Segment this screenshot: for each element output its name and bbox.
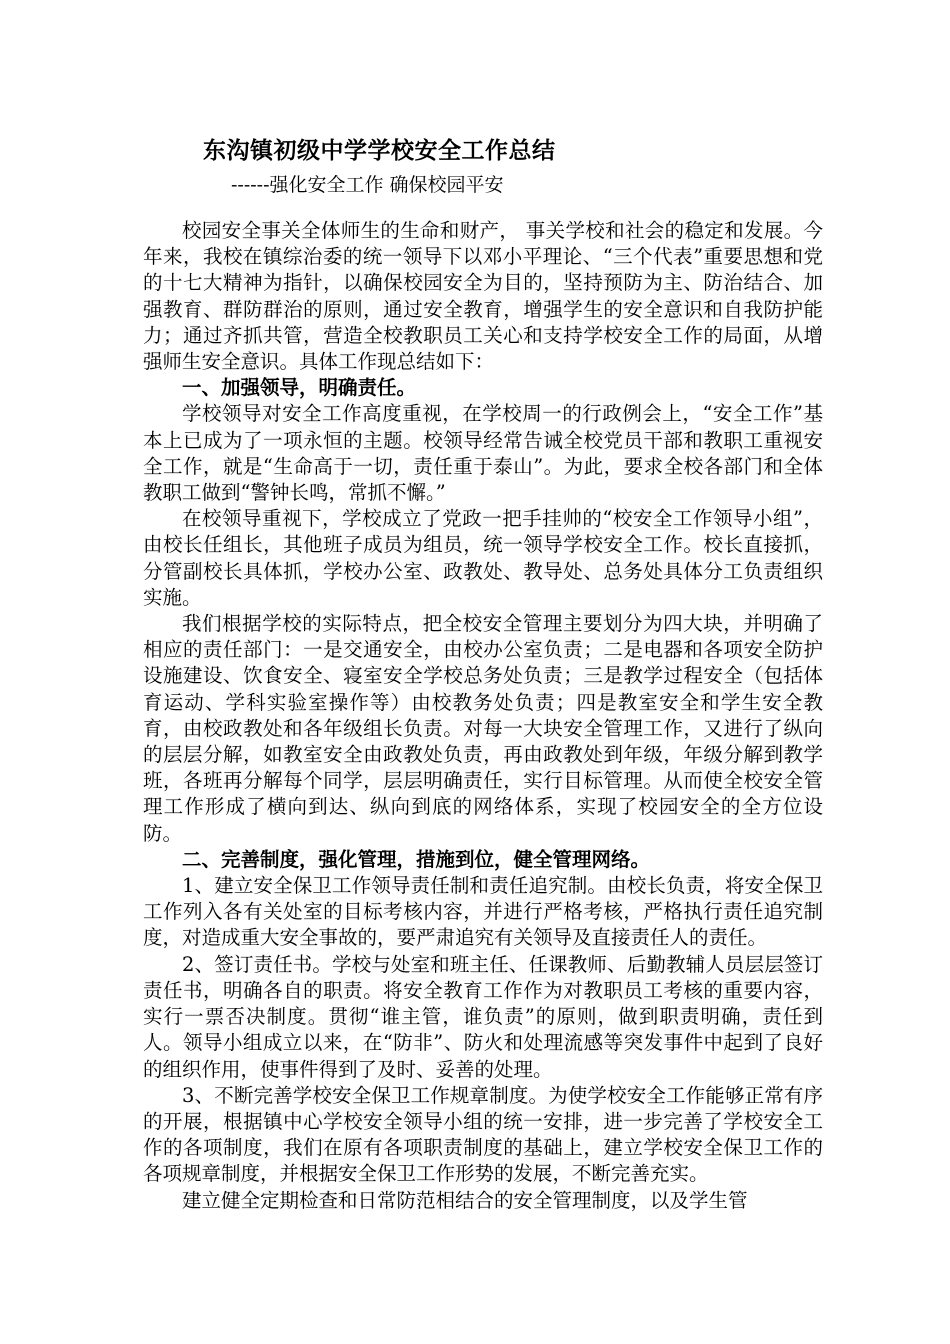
body-paragraph: 我们根据学校的实际特点，把全校安全管理主要划分为四大块，并明确了相应的责任部门：一是交通安全，由校办公室负责；二是电器和各项安全防护设施建设、饮食安全、寝室安全学校总务处负责；三是教学过程安全（包括体育运动、学科实验室操作等）由校教务处负责；四是教室安全和学生安全教育，由校政教处和各年级组长负责。对每一大块安全管理工作，又进行了纵向的层层分解，如教室安全由政教处负责，再由政教处到年级，年级分解到教学班，各班再分解每个同学，层层明确责任，实行目标管理。从而使全校安全管理工作形成了横向到达、纵向到底的网络体系，实现了校园安全的全方位设防。	[143, 612, 823, 845]
body-paragraph: 3、不断完善学校安全保卫工作规章制度。为使学校安全工作能够正常有序的开展，根据镇中心学校安全领导小组的统一安排，进一步完善了学校安全工作的各项制度，我们在原有各项职责制度的基础上，建立学校安全保卫工作的各项规章制度，并根据安全保卫工作形势的发展，不断完善充实。	[143, 1083, 823, 1186]
section-heading: 二、完善制度，强化管理，措施到位，健全管理网络。	[182, 847, 651, 871]
section-heading: 一、加强领导，明确责任。	[182, 376, 417, 400]
document-subtitle: ------强化安全工作 确保校园平安	[231, 174, 504, 196]
body-paragraph: 建立健全定期检查和日常防范相结合的安全管理制度，以及学生管	[182, 1188, 748, 1212]
document-body	[143, 218, 823, 1214]
body-paragraph: 学校领导对安全工作高度重视，在学校周一的行政例会上，“安全工作”基本上已成为了一项永恒的主题。校领导经常告诫全校党员干部和教职工重视安全工作，就是“生命高于一切，责任重于泰山”。为此，要求全校各部门和全体教职工做到“警钟长鸣，常抓不懈。”	[143, 402, 823, 505]
body-paragraph: 在校领导重视下，学校成立了党政一把手挂帅的“校安全工作领导小组”，由校长任组长，其他班子成员为组员，统一领导学校安全工作。校长直接抓，分管副校长具体抓，学校办公室、政教处、教导处、总务处具体分工负责组织实施。	[143, 507, 823, 609]
document-page	[143, 134, 823, 1214]
body-paragraph: 1、建立安全保卫工作领导责任制和责任追究制。由校长负责，将安全保卫工作列入各有关处室的目标考核内容，并进行严格考核，严格执行责任追究制度，对造成重大安全事故的，要严肃追究有关领导及直接责任人的责任。	[143, 874, 823, 950]
body-paragraph: 校园安全事关全体师生的生命和财产， 事关学校和社会的稳定和发展。今年来，我校在镇综治委的统一领导下以邓小平理论、“三个代表”重要思想和党的十七大精神为指针，以确保校园安全为目的，坚持预防为主、防治结合、加强教育、群防群治的原则，通过安全教育，增强学生的安全意识和自我防护能力；通过齐抓共管，营造全校教职员工关心和支持学校安全工作的局面，从增强师生安全意识。具体工作现总结如下：	[143, 219, 823, 374]
body-paragraph: 2、签订责任书。学校与处室和班主任、任课教师、后勤教辅人员层层签订责任书，明确各自的职责。将安全教育工作作为对教职员工考核的重要内容，实行一票否决制度。贯彻“谁主管，谁负责”的原则，做到职责明确，责任到人。领导小组成立以来，在“防非”、防火和处理流感等突发事件中起到了良好的组织作用，使事件得到了及时、妥善的处理。	[143, 952, 823, 1081]
document-title: 东沟镇初级中学学校安全工作总结	[203, 137, 556, 164]
